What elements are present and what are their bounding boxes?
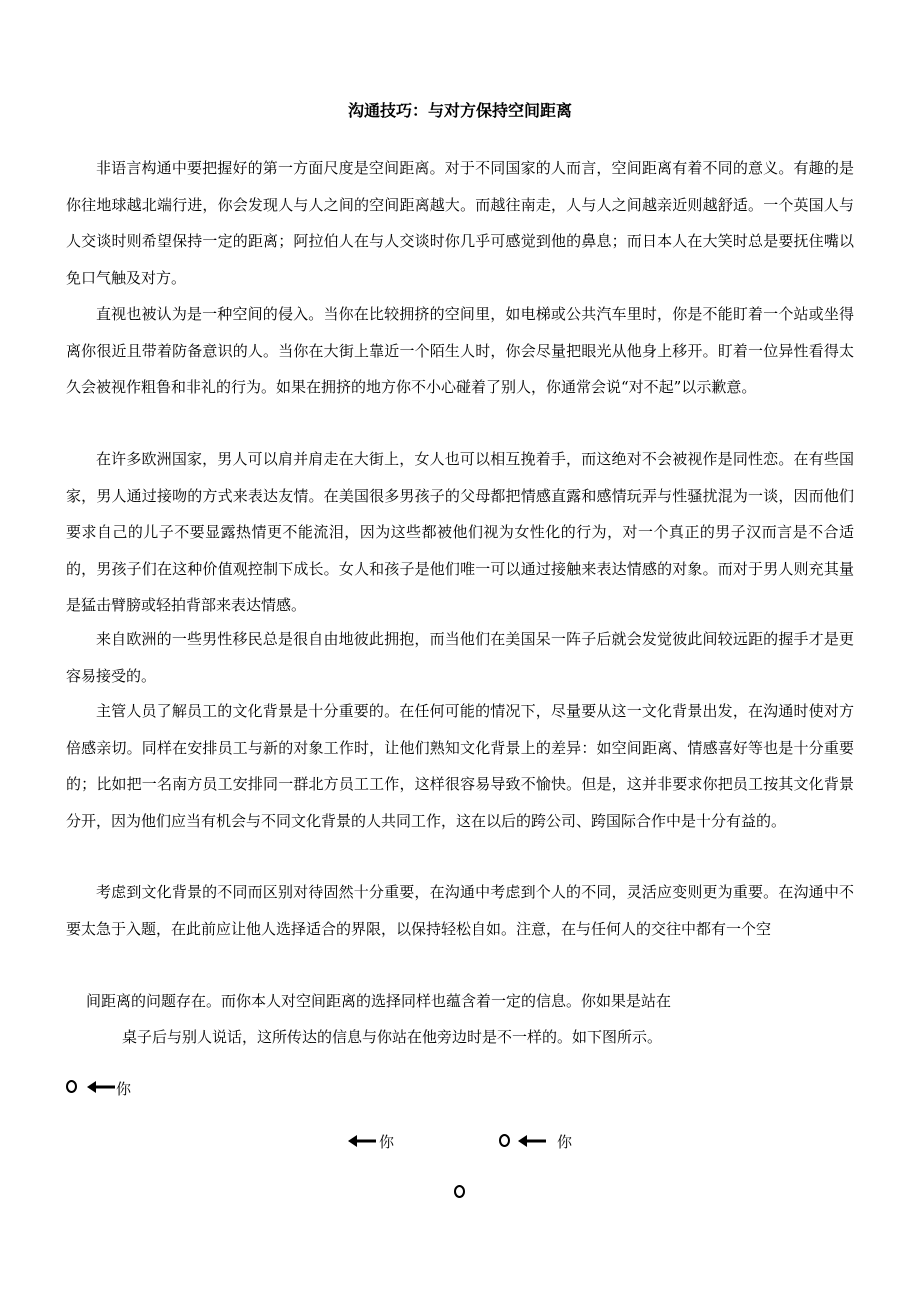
paragraph-1: 非语言构通中要把握好的第一方面尺度是空间距离。对于不同国家的人而言，空间距离有着不同的意义。有趣的是你往地球越北端行进，你会发现人与人之间的空间距离越大。而越往南走，人与人之间越亲近则越舒适。一个英国人与人交谈时则希望保持一定的距离；阿拉伯人在与人交谈时你几乎可感觉到他的鼻息；而日本人在大笑时总是要抚住嘴以免口气触及对方。	[66, 159, 854, 287]
paragraph-6: 考虑到文化背景的不同而区别对待固然十分重要，在沟通中考虑到个人的不同，灵活应变则更为重要。在沟通中不要太急于入题，在此前应让他人选择适合的界限，以保持轻松自如。注意，在与任何人的交往中都有一个空	[66, 883, 854, 938]
person-circle-icon	[66, 1080, 77, 1093]
paragraph-2: 直视也被认为是一种空间的侵入。当你在比较拥挤的空间里，如电梯或公共汽车里时，你是不能盯着一个站或坐得离你很近且带着防备意识的人。当你在大街上靠近一个陌生人时，你会尽量把眼光从他身上移开。盯着一位异性看得太久会被视作粗鲁和非礼的行为。如果在拥挤的地方你不小心碰着了别人，你通常会说“对不起”以示歉意。	[66, 305, 854, 396]
left-arrow-icon	[87, 1081, 115, 1093]
you-label: 你	[379, 1133, 395, 1151]
you-label: 你	[557, 1133, 573, 1151]
paragraph-3: 在许多欧洲国家，男人可以肩并肩走在大街上，女人也可以相互挽着手，而这绝对不会被视作是同性恋。在有些国家，男人通过接吻的方式来表达友情。在美国很多男孩子的父母都把情感直露和感情玩弄与性骚扰混为一谈，因而他们要求自己的儿子不要显露热情更不能流泪，因为这些都被他们视为女性化的行为，对一个真正的男子汉而言是不合适的，男孩子们在这种价值观控制下成长。女人和孩子是他们唯一可以通过接触来表达情感的对象。而对于男人则充其量是猛击臂膀或轻拍背部来表达情感。	[66, 450, 854, 614]
person-circle-icon	[499, 1134, 510, 1147]
person-circle-icon	[454, 1185, 465, 1198]
left-arrow-icon	[518, 1135, 546, 1147]
you-label: 你	[116, 1080, 132, 1098]
paragraph-5: 主管人员了解员工的文化背景是十分重要的。在任何可能的情况下，尽量要从这一文化背景出发，在沟通时使对方倍感亲切。同样在安排员工与新的对象工作时，让他们熟知文化背景上的差异：如空间距离、情感喜好等也是十分重要的；比如把一名南方员工安排同一群北方员工工作，这样很容易导致不愉快。但是，这并非要求你把员工按其文化背景分开，因为他们应当有机会与不同文化背景的人共同工作，这在以后的跨公司、跨国际合作中是十分有益的。	[66, 702, 854, 830]
continuation-line-1: 间距离的问题存在。而你本人对空间距离的选择同样也蕴含着一定的信息。你如果是站在	[86, 992, 672, 1010]
left-arrow-icon	[348, 1135, 376, 1147]
document-title: 沟通技巧：与对方保持空间距离	[347, 101, 572, 120]
continuation-line-2: 桌子后与别人说话，这所传达的信息与你站在他旁边时是不一样的。如下图所示。	[122, 1028, 663, 1046]
paragraph-4: 来自欧洲的一些男性移民总是很自由地彼此拥抱，而当他们在美国呆一阵子后就会发觉彼此间较远距的握手才是更容易接受的。	[66, 630, 854, 685]
